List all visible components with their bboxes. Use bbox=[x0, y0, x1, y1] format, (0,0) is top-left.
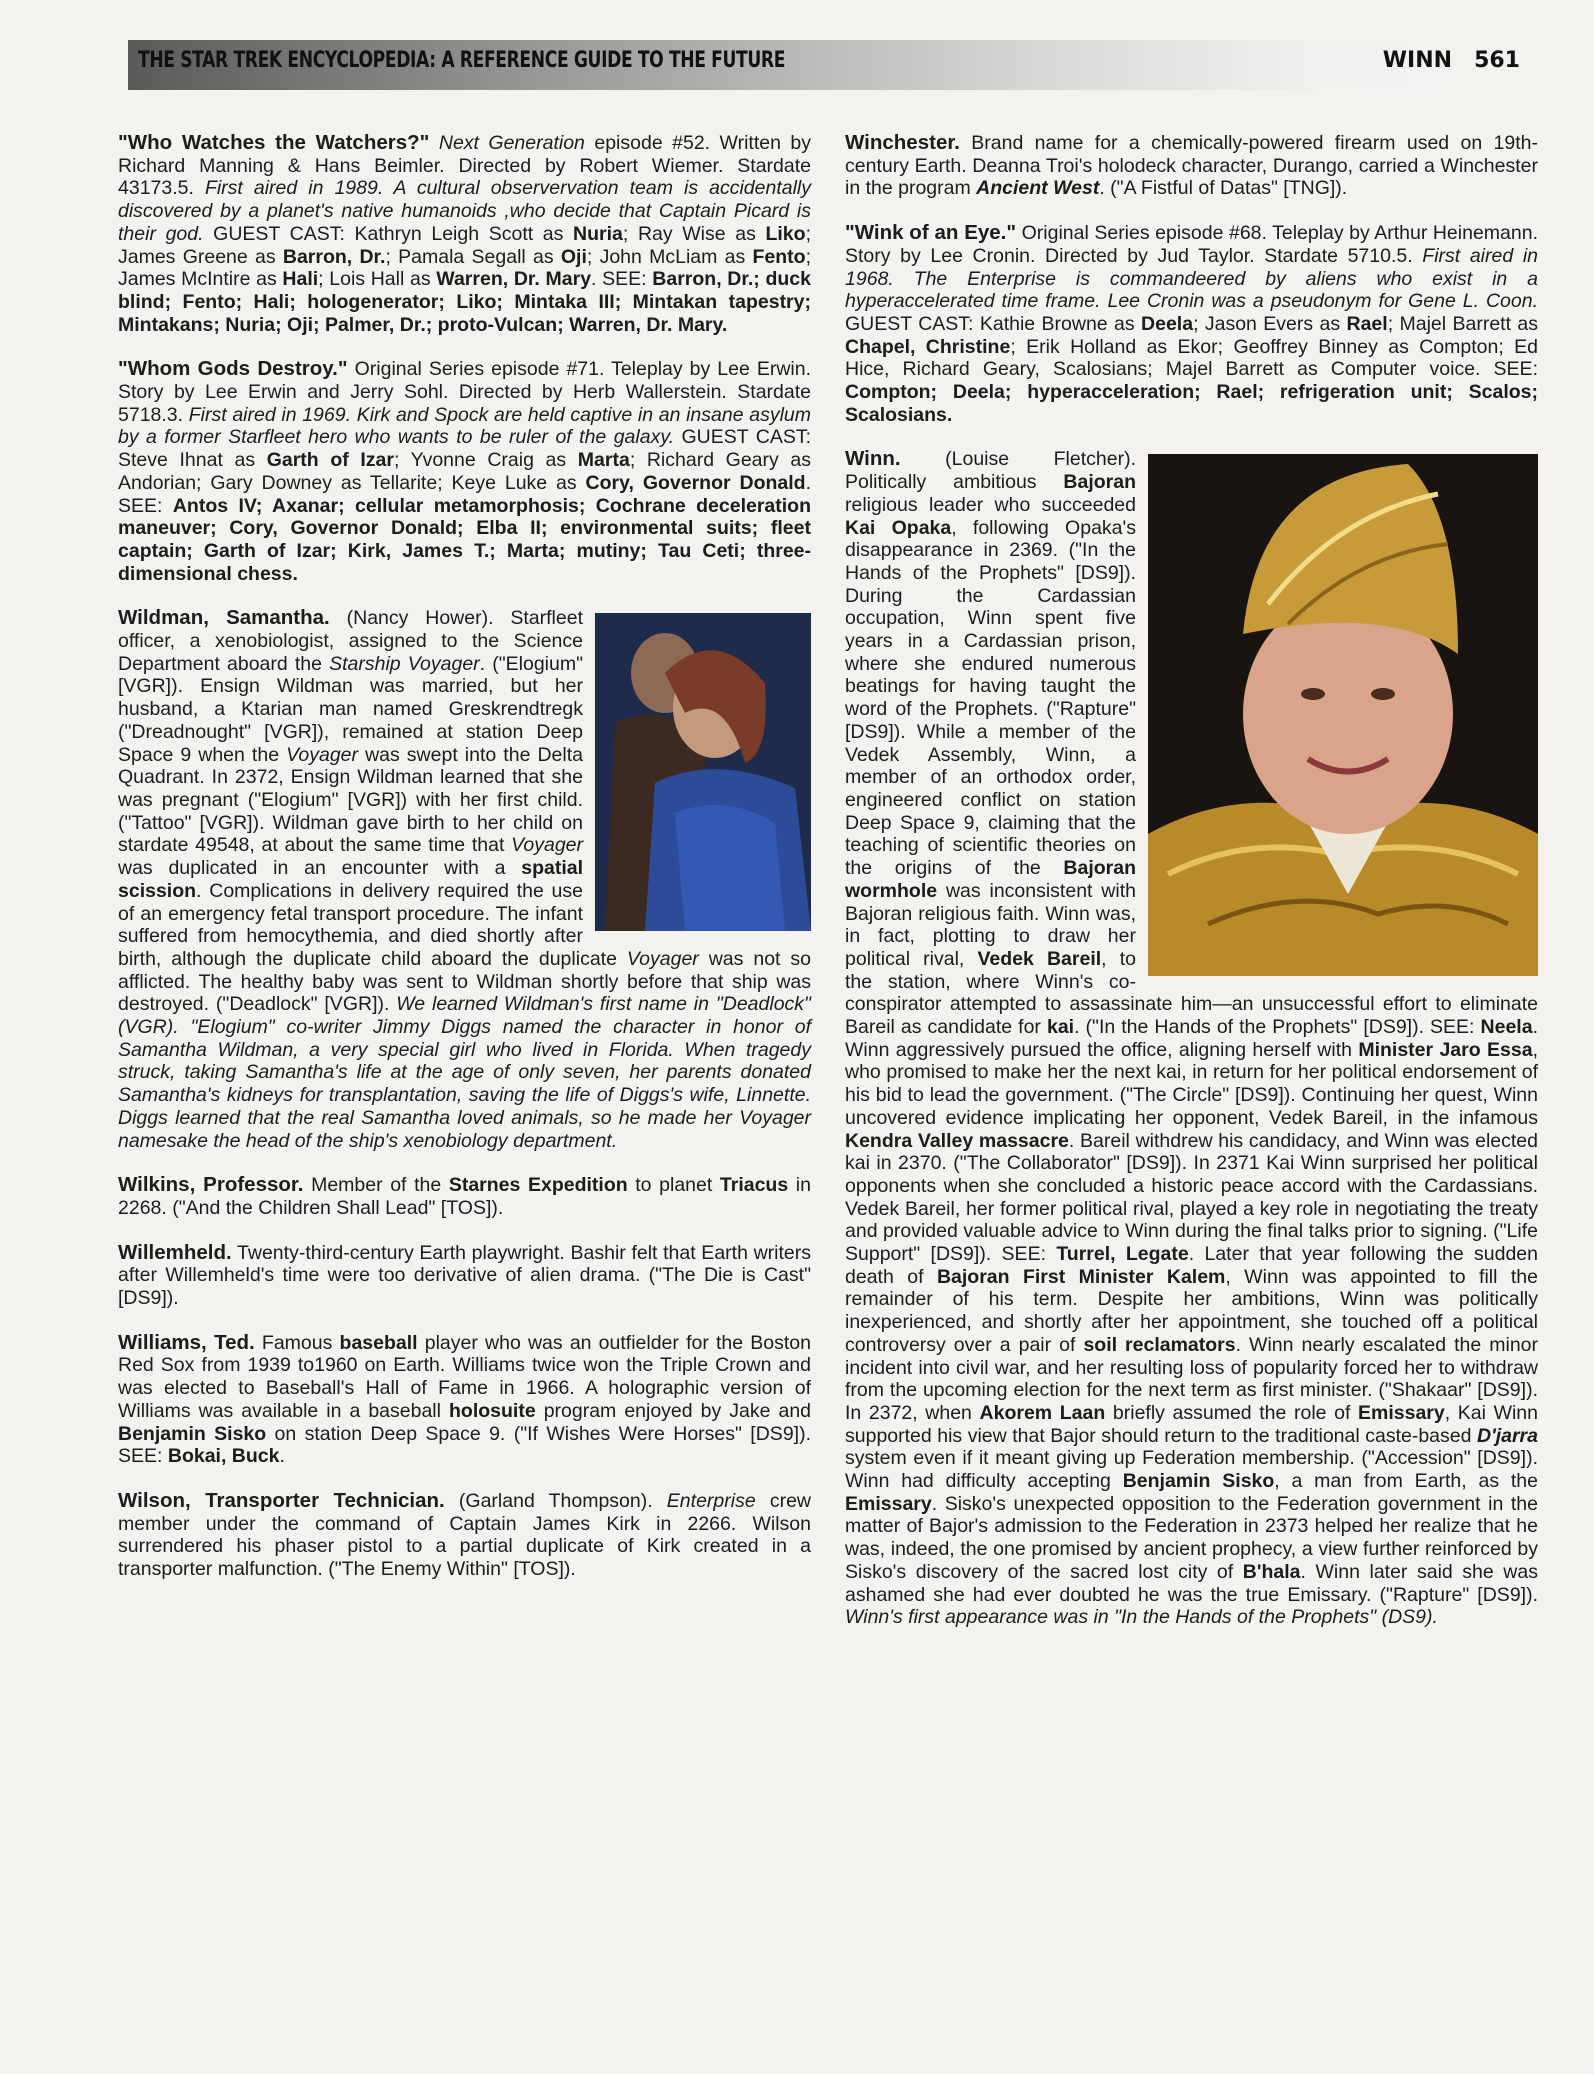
entry-text: ; Richard Geary as Andorian; Gary Downey as Tellarite; Keye Luke as bbox=[118, 449, 811, 494]
entry-text: Famous bbox=[254, 1331, 340, 1354]
xref[interactable]: Hali bbox=[282, 268, 319, 291]
see-also-list[interactable]: Antos IV; Axanar; cellular metamorphosis; Cochrane deceleration maneuver; Cory, Governor Donald; Elba II; environmental suits; fleet captain; Garth of Izar; Kirk, James T.; Marta; mutiny; Tau Ceti; three-dimensional chess. bbox=[118, 494, 812, 585]
entry-text: ; James McIntire as bbox=[118, 245, 811, 291]
xref[interactable]: Emissary bbox=[1358, 1401, 1445, 1424]
ship-name: Starship Voyager bbox=[329, 652, 480, 675]
xref[interactable]: Marta bbox=[577, 449, 630, 472]
xref[interactable]: Garth of Izar bbox=[266, 449, 394, 472]
wildman-photo-illustration bbox=[595, 613, 811, 931]
entry-text: . SEE: bbox=[591, 268, 653, 291]
entry-text: . bbox=[279, 1445, 285, 1468]
entry-text: (Louise Fletcher). Politically ambitious bbox=[845, 448, 1136, 494]
winn-photo bbox=[1148, 454, 1538, 976]
entry-text: ; Ray Wise as bbox=[622, 222, 766, 245]
entry-text: system even if it meant giving up Federation membership. ("Accession" [DS9]). Winn had difficulty accepting bbox=[845, 1447, 1538, 1493]
xref[interactable]: baseball bbox=[339, 1331, 418, 1354]
entry-text: . Winn nearly escalated the minor incident into civil war, and her resulting loss of popularity forced her to withdraw from the upcoming election for the next term as first minister. ("Shakaar" [DS9]). In 2372, when bbox=[845, 1333, 1539, 1424]
entry-text: . SEE: bbox=[118, 471, 811, 517]
see-also-list[interactable]: Barron, Dr.; duck blind; Fento; Hali; hologenerator; Liko; Mintaka III; Mintakan tapestry; Mintakans; Nuria; Oji; Palmer, Dr.; proto-Vulcan; Warren, Dr. Mary. bbox=[118, 268, 811, 336]
entry-wink-of-an-eye bbox=[845, 222, 1538, 426]
production-note: Winn's first appearance was in "In the Hands of the Prophets" (DS9). bbox=[845, 1606, 1438, 1629]
xref[interactable]: Bokai, Buck bbox=[167, 1445, 280, 1468]
entry-text: ; Majel Barrett as bbox=[1387, 312, 1538, 335]
xref[interactable]: Akorem Laan bbox=[979, 1401, 1106, 1424]
ship-name: Voyager bbox=[286, 743, 359, 766]
xref[interactable]: Triacus bbox=[719, 1174, 789, 1197]
entry-text: (Nancy Hower). Starfleet officer, a xenobiologist, assigned to the Science Department aboard the bbox=[118, 607, 583, 675]
ship-name: Voyager bbox=[626, 947, 699, 970]
entry-text: ; James Greene as bbox=[118, 222, 811, 268]
xref[interactable]: Benjamin Sisko bbox=[118, 1422, 267, 1445]
entry-text: ; Pamala Segall as bbox=[385, 245, 561, 268]
entry-term: Willemheld. bbox=[118, 1240, 232, 1264]
xref[interactable]: Bajoran First Minister Kalem bbox=[936, 1265, 1226, 1288]
entry-whom-gods-destroy bbox=[118, 358, 811, 585]
xref[interactable]: holosuite bbox=[449, 1399, 536, 1422]
entry-text: ; Lois Hall as bbox=[318, 268, 437, 291]
page-header-right bbox=[1383, 48, 1520, 73]
xref[interactable]: Starnes Expedition bbox=[448, 1174, 628, 1197]
xref[interactable]: soil reclamators bbox=[1083, 1333, 1236, 1356]
entry-text: was not so afflicted. The healthy baby was sent to Wildman shortly before that ship was destroyed. ("Deadlock" [VGR]). bbox=[118, 947, 811, 1016]
entry-text: crew member under the command of Captain James Kirk in 2266. Wilson surrendered his phaser pistol to a partial duplicate of Kirk created in a transporter malfunction. ("The Enemy Within" [TOS]). bbox=[118, 1489, 812, 1581]
entry-text: briefly assumed the role of bbox=[1105, 1401, 1358, 1424]
entry-winchester bbox=[845, 132, 1538, 200]
entry-text: , to the station, where Winn's co-conspirator attempted to assassinate him—an unsuccessful effort to eliminate Bareil as candidate for bbox=[845, 947, 1538, 1039]
xref[interactable]: Minister Jaro Essa bbox=[1358, 1038, 1533, 1061]
xref[interactable]: Nuria bbox=[573, 222, 623, 245]
right-column bbox=[845, 132, 1538, 1651]
entry-term: "Whom Gods Destroy." bbox=[118, 357, 348, 381]
entry-text: . Winn aggressively pursued the office, aligning herself with bbox=[845, 1016, 1538, 1061]
xref[interactable]: Benjamin Sisko bbox=[1122, 1470, 1275, 1493]
see-also-list[interactable]: Compton; Deela; hyperacceleration; Rael; refrigeration unit; Scalos; Scalosians. bbox=[845, 381, 1538, 426]
entry-text: (Garland Thompson). bbox=[444, 1489, 667, 1512]
xref[interactable]: B'hala bbox=[1242, 1560, 1301, 1583]
entry-term: Winchester. bbox=[845, 131, 960, 154]
xref[interactable]: Bajoran wormhole bbox=[845, 857, 1136, 902]
entry-term: Wilkins, Professor. bbox=[118, 1173, 304, 1197]
entry-text: religious leader who succeeded bbox=[845, 493, 1136, 516]
entry-text: . Later that year following the sudden death of bbox=[845, 1243, 1538, 1288]
left-column bbox=[118, 132, 811, 1603]
entry-text: ; Erik Holland as Ekor; Geoffrey Binney as Compton; Ed Hice, Richard Geary, Scalosians; Majel Barrett as Computer voice. bbox=[845, 335, 1538, 381]
xref[interactable]: kai bbox=[1046, 1016, 1075, 1039]
xref[interactable]: Ancient West bbox=[976, 177, 1100, 200]
entry-text: . Sisko's unexpected opposition to the Federation government in the matter of Bajor's admission to the Federation in 2373 helped her realize that he was, indeed, the one promised by ancient prophecy, a view further reinforced by Sisko's discovery of the sacred lost city of bbox=[845, 1492, 1538, 1583]
entry-winn bbox=[845, 448, 1538, 1629]
entry-text: GUEST CAST: Kathryn Leigh Scott as bbox=[203, 222, 574, 245]
page-number: 561 bbox=[1474, 48, 1520, 73]
wildman-photo bbox=[595, 613, 811, 931]
entry-term: "Wink of an Eye." bbox=[845, 221, 1017, 245]
xref[interactable]: spatial scission bbox=[118, 857, 583, 902]
entry-term: Wilson, Transporter Technician. bbox=[118, 1488, 445, 1512]
entry-text: was duplicated in an encounter with a bbox=[118, 857, 522, 880]
entry-text: GUEST CAST: Kathie Browne as bbox=[845, 312, 1142, 335]
ship-name: Enterprise bbox=[666, 1489, 756, 1512]
entry-text: episode #52. Written by Richard Manning & Hans Beimler. Directed by Robert Wiemer. Stardate 43173.5. bbox=[118, 132, 812, 200]
entry-text: was swept into the Delta Quadrant. In 2372, Ensign Wildman learned that she was pregnant ("Elogium" [VGR]) with her first child. ("Tattoo" [VGR]). Wildman gave birth to her child on stardate 49548, at about the same time that bbox=[118, 743, 583, 857]
entry-text: program enjoyed by Jake and bbox=[535, 1399, 812, 1422]
entry-text: , Kai Winn supported his view that Bajor should return to the traditional caste-based bbox=[845, 1401, 1538, 1447]
entry-williams bbox=[118, 1332, 811, 1468]
entry-text: ; Jason Evers as bbox=[1193, 312, 1347, 335]
entry-term: Williams, Ted. bbox=[118, 1330, 255, 1354]
xref[interactable]: D'jarra bbox=[1476, 1424, 1538, 1447]
xref[interactable]: Liko bbox=[765, 222, 806, 245]
entry-text: SEE: bbox=[1480, 358, 1538, 381]
entry-text: . ("In the Hands of the Prophets" [DS9]). SEE: bbox=[1074, 1016, 1481, 1039]
xref[interactable]: Kai Opaka bbox=[845, 516, 952, 539]
episode-summary: First aired in 1969. Kirk and Spock are held captive in an insane asylum by a former Starfleet hero who wants to be ruler of the galaxy. bbox=[118, 403, 812, 449]
xref[interactable]: Barron, Dr. bbox=[282, 245, 386, 268]
entry-wildman bbox=[118, 607, 811, 1152]
entry-willemheld bbox=[118, 1242, 811, 1310]
entry-text: ; John McLiam as bbox=[586, 245, 753, 268]
entry-text: was inconsistent with Bajoran religious faith. Winn was, in fact, plotting to draw her political rival, bbox=[845, 879, 1136, 970]
entry-term: "Who Watches the Watchers?" bbox=[118, 131, 430, 154]
xref[interactable]: Chapel, Christine bbox=[845, 335, 1011, 358]
entry-text: on station Deep Space 9. ("If Wishes Were Horses" [DS9]). SEE: bbox=[118, 1422, 811, 1468]
entry-text: . ("A Fistful of Datas" [TNG]). bbox=[1099, 177, 1348, 200]
entry-text: Member of the bbox=[303, 1174, 449, 1197]
running-title: THE STAR TREK ENCYCLOPEDIA: A REFERENCE GUIDE TO THE FUTURE bbox=[138, 48, 786, 73]
entry-text: , a man from Earth, as the bbox=[1274, 1470, 1538, 1493]
entry-wilkins bbox=[118, 1174, 811, 1219]
entry-term: Winn. bbox=[845, 447, 901, 471]
xref[interactable]: Vedek Bareil bbox=[977, 947, 1102, 970]
xref[interactable]: Emissary bbox=[845, 1492, 932, 1515]
entry-text: . Bareil withdrew his candidacy, and Winn was elected kai in 2370. ("The Collaborator" [DS9]). In 2371 Kai Winn surprised her political opponents when she concluded a historic peace accord with the Cardassians. Vedek Bareil, her former political rival, played a key role in negotiating the treaty and provided valuable advice to Winn during the final talks prior to signing. ("Life Support" [DS9]). SEE: bbox=[845, 1129, 1538, 1266]
entry-text: player who was an outfielder for the Boston Red Sox from 1939 to1960 on Earth. Williams twice won the Triple Crown and was elected to Baseball's Hall of Fame in 1966. A holographic version of Williams was available in a baseball bbox=[118, 1331, 811, 1422]
entry-text: ; Yvonne Craig as bbox=[393, 449, 578, 472]
entry-text: Original Series episode #71. Teleplay by Lee Erwin. Story by Lee Erwin and Jerry Sohl. Directed by Herb Wallerstein. Stardate 5718.3. bbox=[118, 358, 811, 426]
entry-term: Wildman, Samantha. bbox=[118, 606, 330, 630]
entry-text: . ("Elogium" [VGR]). Ensign Wildman was married, but her husband, a Ktarian man named Greskrendtregk ("Dreadnought" [VGR]), remained at station Deep Space 9 when the bbox=[118, 652, 584, 766]
entry-text: GUEST CAST: Steve Ihnat as bbox=[118, 426, 812, 472]
winn-photo-illustration bbox=[1148, 454, 1538, 976]
xref[interactable]: Deela bbox=[1141, 312, 1194, 335]
entry-text: Twenty-third-century Earth playwright. Bashir felt that Earth writers after Willemheld's time were too derivative of alien drama. ("The Die is Cast" [DS9]). bbox=[118, 1241, 811, 1310]
entry-who-watches bbox=[118, 132, 811, 336]
series-name: Next Generation bbox=[438, 132, 585, 154]
episode-summary: First aired in 1989. A cultural observervation team is accidentally discovered by a planet's native humanoids ,who decide that Captain Picard is their god. bbox=[118, 177, 811, 245]
entry-wilson bbox=[118, 1490, 811, 1581]
xref[interactable]: Rael bbox=[1346, 312, 1388, 335]
xref[interactable]: Turrel, Legate bbox=[1056, 1243, 1189, 1266]
episode-summary: First aired in 1968. The Enterprise is commandeered by aliens who exist in a hyperaccelerated time frame. Lee Cronin was a pseudonym for Gene L. Coon. bbox=[845, 244, 1539, 313]
entry-text: , who promised to make her the next kai, in return for her political endorsement of his bid to lead the government. ("The Circle" [DS9]). Continuing her quest, Winn uncovered evidence implicating her opponent, Vedek Bareil, in the infamous bbox=[845, 1038, 1538, 1129]
xref[interactable]: Cory, Governor Donald bbox=[585, 471, 806, 494]
production-note: We learned Wildman's first name in "Deadlock" (VGR). "Elogium" co-writer Jimmy Diggs named the character in honor of Samantha Wildman, a very special girl who lived in Florida. When tragedy struck, taking Samantha's life at the age of only seven, her parents donated Samantha's kidneys for transplantation, saving the life of Diggs's wife, Linnette. Diggs learned that the real Samantha loved animals, so he made her Voyager namesake the head of the ship's xenobiology department. bbox=[118, 993, 811, 1152]
ship-name: Voyager bbox=[511, 834, 583, 857]
xref[interactable]: Kendra Valley massacre bbox=[845, 1129, 1069, 1152]
xref[interactable]: Oji bbox=[560, 245, 587, 268]
entry-text: in 2268. ("And the Children Shall Lead" [TOS]). bbox=[118, 1174, 811, 1219]
entry-text: to planet bbox=[627, 1174, 720, 1197]
entry-text: Original Series episode #68. Teleplay by Arthur Heinemann. Story by Lee Cronin. Directed by Jud Taylor. Stardate 5710.5. bbox=[845, 222, 1538, 267]
guide-word: WINN bbox=[1382, 48, 1453, 73]
xref[interactable]: Neela bbox=[1480, 1016, 1533, 1039]
xref[interactable]: Bajoran bbox=[1063, 471, 1136, 494]
entry-text: . Winn later said she was ashamed she had ever doubted he was the true Emissary. ("Rapture" [DS9]). bbox=[845, 1560, 1538, 1606]
entry-text: , following Opaka's disappearance in 2369. ("In the Hands of the Prophets" [DS9]). During the Cardassian occupation, Winn spent five years in a Cardassian prison, where she endured numerous beatings for having taught the word of the Prophets. ("Rapture" [DS9]). While a member of the Vedek Assembly, Winn, a member of an orthodox order, engineered conflict on station Deep Space 9, claiming that the teaching of scientific theories on the origins of the bbox=[845, 516, 1136, 880]
xref[interactable]: Fento bbox=[752, 245, 806, 268]
entry-text: , Winn was appointed to fill the remainder of his term. Despite her ambitions, Winn was politically inexperienced, and shortly after her appointment, she touched off a political controversy over a pair of bbox=[845, 1265, 1538, 1356]
entry-text: Brand name for a chemically-powered firearm used on 19th-century Earth. Deanna Troi's holodeck character, Durango, carried a Winchester in the program bbox=[845, 132, 1538, 200]
entry-text: . Complications in delivery required the use of an emergency fetal transport procedure. The infant suffered from hemocythemia, and died shortly after birth, although the duplicate child aboard the duplicate bbox=[118, 879, 627, 970]
xref[interactable]: Warren, Dr. Mary bbox=[436, 268, 592, 291]
